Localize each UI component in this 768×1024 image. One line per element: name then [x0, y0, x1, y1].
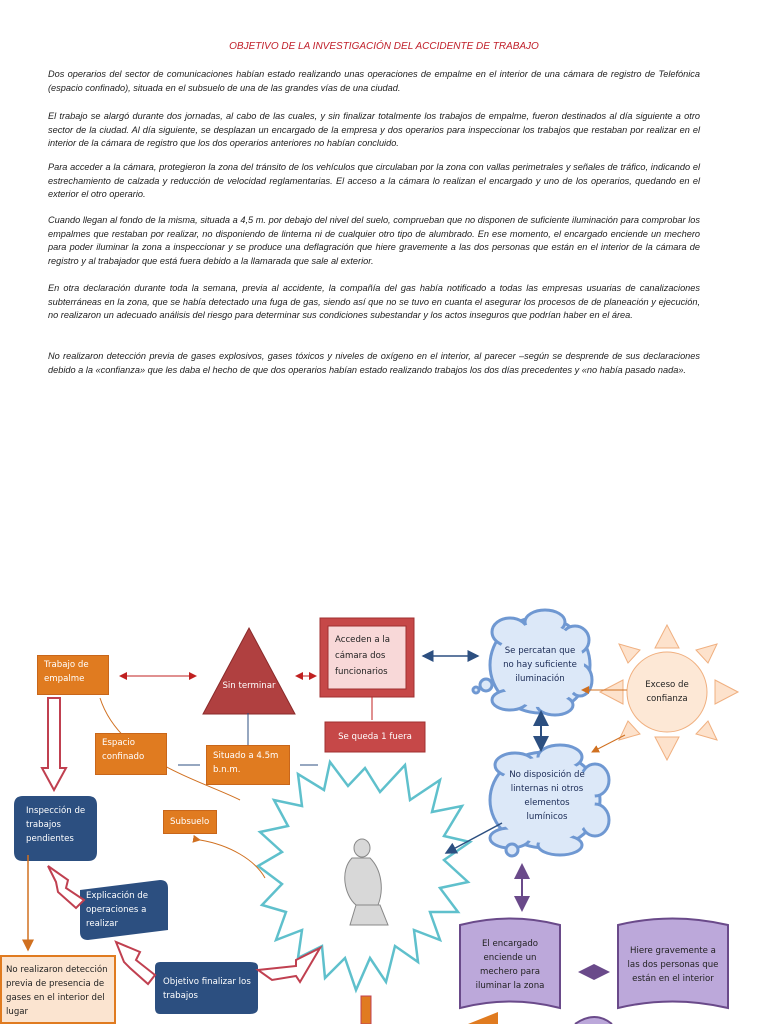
- left-arrow-star: [258, 948, 320, 982]
- node-sin-terminar: [213, 666, 285, 706]
- node-se-queda: [325, 722, 425, 752]
- paragraph-1: Dos operarios del sector de comunicaciones habían estado realizando unas operaciones de empalme en el interior de una cámara de registro de Telefónica (espacio confinado), situada en el subsuelo de una de las grandes vías de una ciudad.: [48, 69, 700, 93]
- paragraph-2: El trabajo se alargó durante dos jornadas, al cabo de las cuales, y sin finalizar totalmente los trabajos de empalme, fueron destinados al día siguiente a otro sector de la ciudad. Al día siguiente, se desplazan un encargado de la empresa y dos operarios para inspeccionar los trabajos que restaban por realizar en el interior de la cámara de registro que los dos operarios anteriores no habían concluido.: [48, 111, 700, 149]
- document-title: OBJETIVO DE LA INVESTIGACIÓN DEL ACCIDENTE DE TRABAJO: [229, 41, 539, 52]
- node-encargado-text: El encargado enciende un mechero para iluminar la zona: [475, 939, 545, 991]
- node-objetivo: [163, 975, 255, 1003]
- node-explicacion: [86, 889, 160, 931]
- node-trabajo-empalme: [37, 655, 109, 695]
- node-no-realizaron: [0, 955, 116, 1024]
- node-trabajo-empalme-text: Trabajo de empalme: [44, 660, 89, 684]
- paragraph-4: Cuando llegan al fondo de la misma, situada a 4,5 m. por debajo del nivel del suelo, comprueban que no disponen de suficiente iluminación para comprobar los empalmes que restaban por realizar, no disponiendo de linterna ni de cualquier otro tipo de alumbrado. En ese momento, el encargado enciende un mechero para poder iluminar la zona a inspeccionar y se produce una deflagración que hiere gravemente a las dos personas que están en el interior de la cámara de registro y al trabajador que está fuera debido a la llamarada que sale al exterior.: [48, 215, 700, 266]
- node-inspeccion-text: Inspección de trabajos pendientes: [26, 806, 86, 844]
- bottom-orange-bar: [361, 996, 371, 1024]
- node-objetivo-text: Objetivo finalizar los trabajos: [163, 977, 251, 1001]
- node-se-queda-text: Se queda 1 fuera: [338, 732, 412, 742]
- node-subsuelo: [163, 810, 217, 834]
- node-no-disposicion: [505, 765, 589, 827]
- node-situado: [206, 745, 290, 785]
- node-acceden-text: Acceden a la cámara dos funcionarios: [335, 635, 391, 677]
- node-exceso-confianza: [637, 667, 697, 717]
- node-no-realizaron-text: No realizaron detección previa de presencia de gases en el interior del lugar: [6, 965, 108, 1017]
- node-hiere: [624, 933, 722, 997]
- node-exceso-confianza-text: Exceso de confianza: [645, 680, 689, 704]
- node-inspeccion: [26, 804, 94, 846]
- node-acceden: [335, 632, 405, 680]
- paragraph-5: En otra declaración durante toda la semana, previa al accidente, la compañía del gas había notificado a todas las empresas usuarias de canalizaciones subterráneas en la zona, que se había detectado una fuga de gas, siendo así que no se tuvo en cuanta el asegurar los procesos de de planeación y ejecución, no realizaron un adecuado análisis del riesgo para determinar sus condiciones subestandar y los actos inseguros que podrían haber en el área.: [48, 283, 700, 321]
- up-arrow-explicacion: [48, 866, 84, 908]
- node-se-percatan-text: Se percatan que no hay suficiente iluminación: [503, 646, 577, 684]
- up-arrow-objetivo: [116, 942, 155, 984]
- down-arrow-empalme: [42, 698, 66, 790]
- node-no-disposicion-text: No disposición de linternas ni otros elementos lumínicos: [509, 770, 585, 822]
- node-situado-text: Situado a 4.5m b.n.m.: [213, 751, 279, 775]
- node-espacio-confinado: [95, 733, 167, 775]
- node-subsuelo-text: Subsuelo: [170, 817, 210, 827]
- node-explicacion-text: Explicación de operaciones a realizar: [86, 891, 149, 929]
- node-se-percatan: [500, 630, 580, 700]
- paragraph-6: No realizaron detección previa de gases explosivos, gases tóxicos y niveles de oxígeno en el interior, al parecer –según se desprende de sus declaraciones debido a la «confianza» que les daba el hecho de que dos operarios habían estado realizando trabajos los dos días precedentes y «no había pasado nada».: [48, 351, 700, 375]
- node-sin-terminar-text: Sin terminar: [222, 681, 276, 691]
- node-encargado: [466, 933, 554, 997]
- node-hiere-text: Hiere gravemente a las dos personas que están en el interior: [627, 946, 719, 984]
- paragraph-3: Para acceder a la cámara, protegieron la zona del tránsito de los vehículos que circulaban por la zona con vallas perimetrales y señales de tráfico, indicando el estrechamiento de calzada y reducción de velocidad reglamentarias. El acceso a la cámara lo realizan el encargado y uno de los operarios, quedando en el exterior el otro operario.: [48, 162, 700, 200]
- node-espacio-confinado-text: Espacio confinado: [102, 738, 145, 762]
